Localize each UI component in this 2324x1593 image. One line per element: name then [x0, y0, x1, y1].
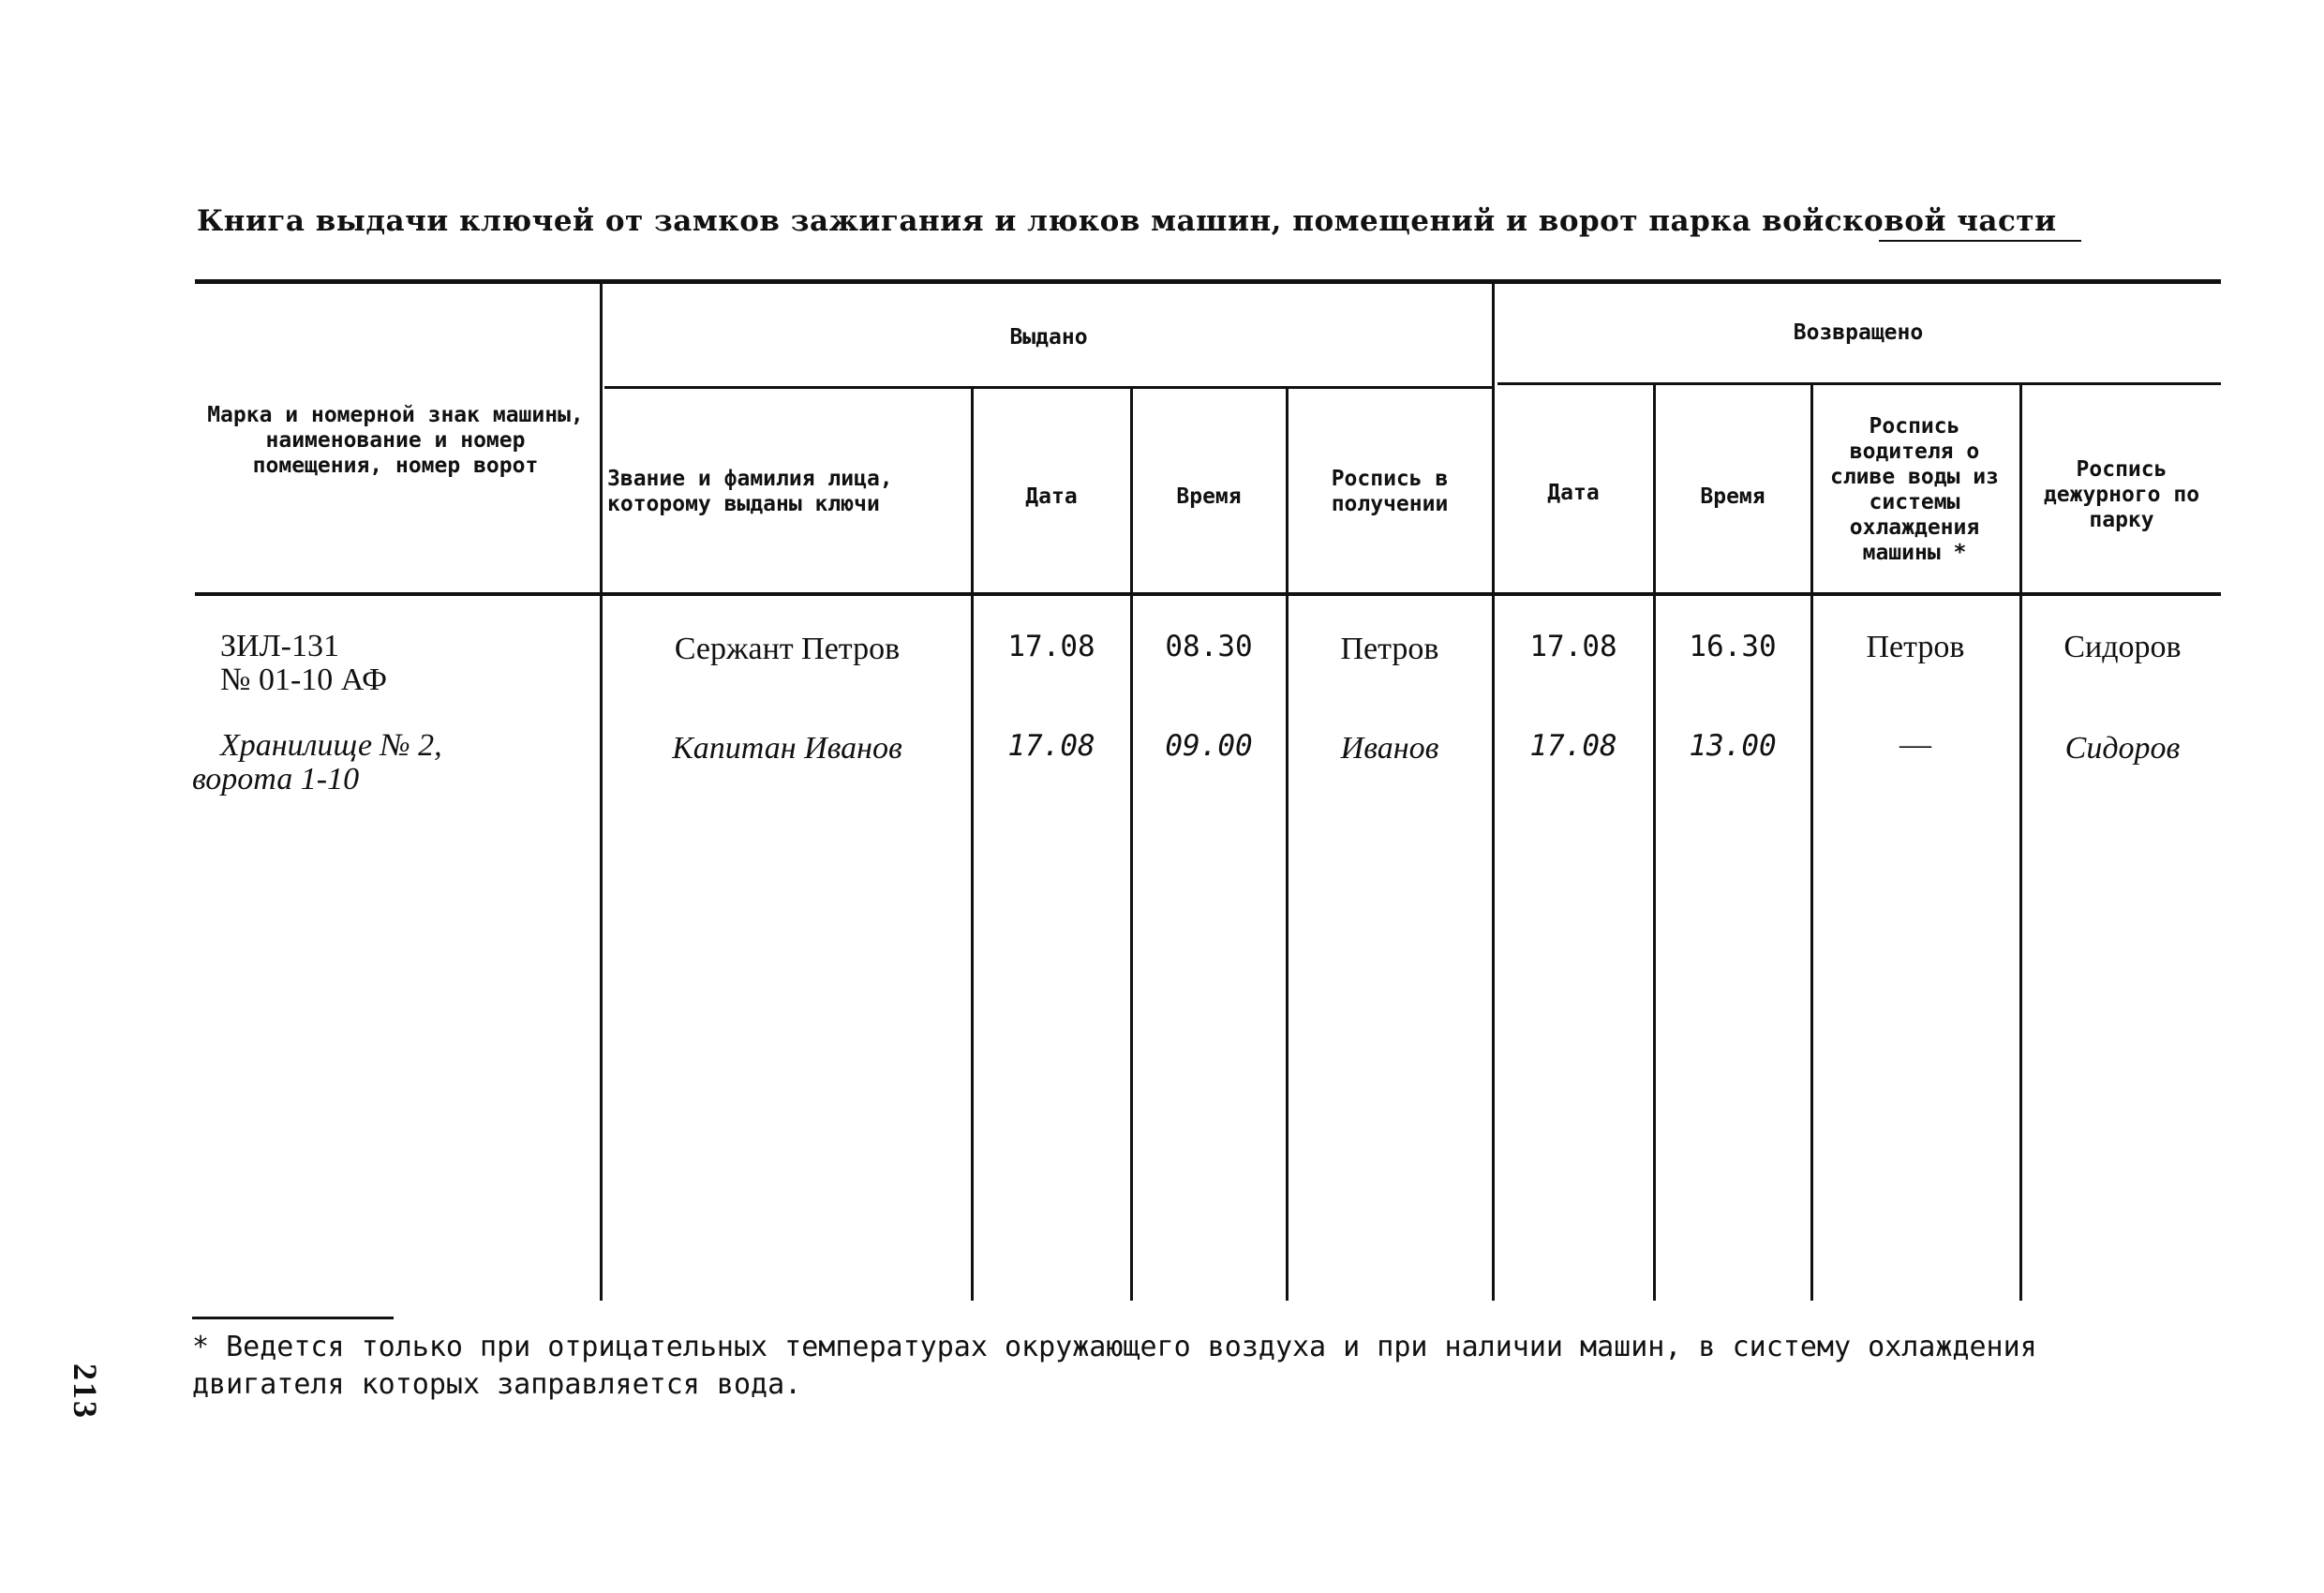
column-divider [1810, 385, 1813, 1301]
column-divider [1653, 385, 1656, 1301]
row1-issued-signature: Петров [1340, 632, 1439, 666]
row2-issued-time: 09.00 [1165, 729, 1253, 763]
row2-issued-signature: Иванов [1340, 731, 1439, 766]
unit-blank-line [1879, 240, 2081, 242]
header-bottom-rule [195, 592, 2221, 596]
row1-returned-date: 17.08 [1529, 630, 1617, 663]
column-divider [2019, 385, 2022, 1301]
column-divider [600, 284, 603, 1301]
row1-issued-time: 08.30 [1165, 630, 1253, 663]
header-issued-person: Звание и фамилия лица, которому выданы ключи [607, 467, 893, 516]
column-divider [1492, 284, 1495, 1301]
row2-returned-time: 13.00 [1689, 729, 1777, 763]
row1-person: Сержант Петров [674, 632, 901, 666]
header-returned-date: Дата [1547, 480, 1600, 505]
row2-duty-signature: Сидоров [2064, 731, 2181, 766]
column-divider [1286, 389, 1289, 1301]
page-title: Книга выдачи ключей от замков зажигания и люков машин, помещений и ворот парка войсковой части [197, 204, 2057, 238]
row2-item-line2: ворота 1-10 [192, 762, 360, 796]
footnote-rule [192, 1317, 394, 1319]
footnote: * Ведется только при отрицательных температурах окружающего воздуха и при наличии машин, в систему охлаждения двигателя которых заправляется вода. [192, 1331, 2037, 1401]
header-returned-time: Время [1700, 484, 1765, 509]
header-issued-time: Время [1176, 484, 1242, 509]
page-number: 213 [67, 1363, 104, 1420]
column-divider [971, 389, 974, 1301]
header-issued-signature: Роспись в получении [1331, 467, 1449, 516]
row1-item-line2: № 01-10 АФ [220, 663, 388, 697]
header-issued-group: Выдано [1009, 324, 1088, 350]
row1-item-line1: ЗИЛ-131 [220, 629, 339, 663]
group-header-rule-returned [1497, 382, 2221, 385]
row1-item [220, 630, 595, 697]
table-top-rule [195, 279, 2221, 284]
header-returned-group: Возвращено [1793, 320, 1924, 345]
row2-returned-date: 17.08 [1529, 729, 1617, 763]
row2-item-line1: Хранилище № 2, [220, 728, 442, 763]
row2-item [192, 728, 595, 796]
header-item: Марка и номерной знак машины, наименование и номер помещения, номер ворот [207, 402, 584, 478]
column-divider [1130, 389, 1133, 1301]
header-duty-signature: Роспись дежурного по парку [2043, 456, 2200, 532]
row2-driver-signature: — [1899, 727, 1931, 762]
row1-issued-date: 17.08 [1007, 630, 1095, 663]
row2-issued-date: 17.08 [1007, 729, 1095, 763]
header-issued-date: Дата [1025, 484, 1078, 509]
group-header-rule-issued [604, 386, 1495, 389]
row2-person: Капитан Иванов [672, 731, 902, 766]
row1-driver-signature: Петров [1866, 630, 1965, 664]
row1-duty-signature: Сидоров [2063, 630, 2182, 664]
row1-returned-time: 16.30 [1689, 630, 1777, 663]
header-driver-signature: Роспись водителя о сливе воды из системы охлаждения машины * [1829, 414, 1999, 565]
